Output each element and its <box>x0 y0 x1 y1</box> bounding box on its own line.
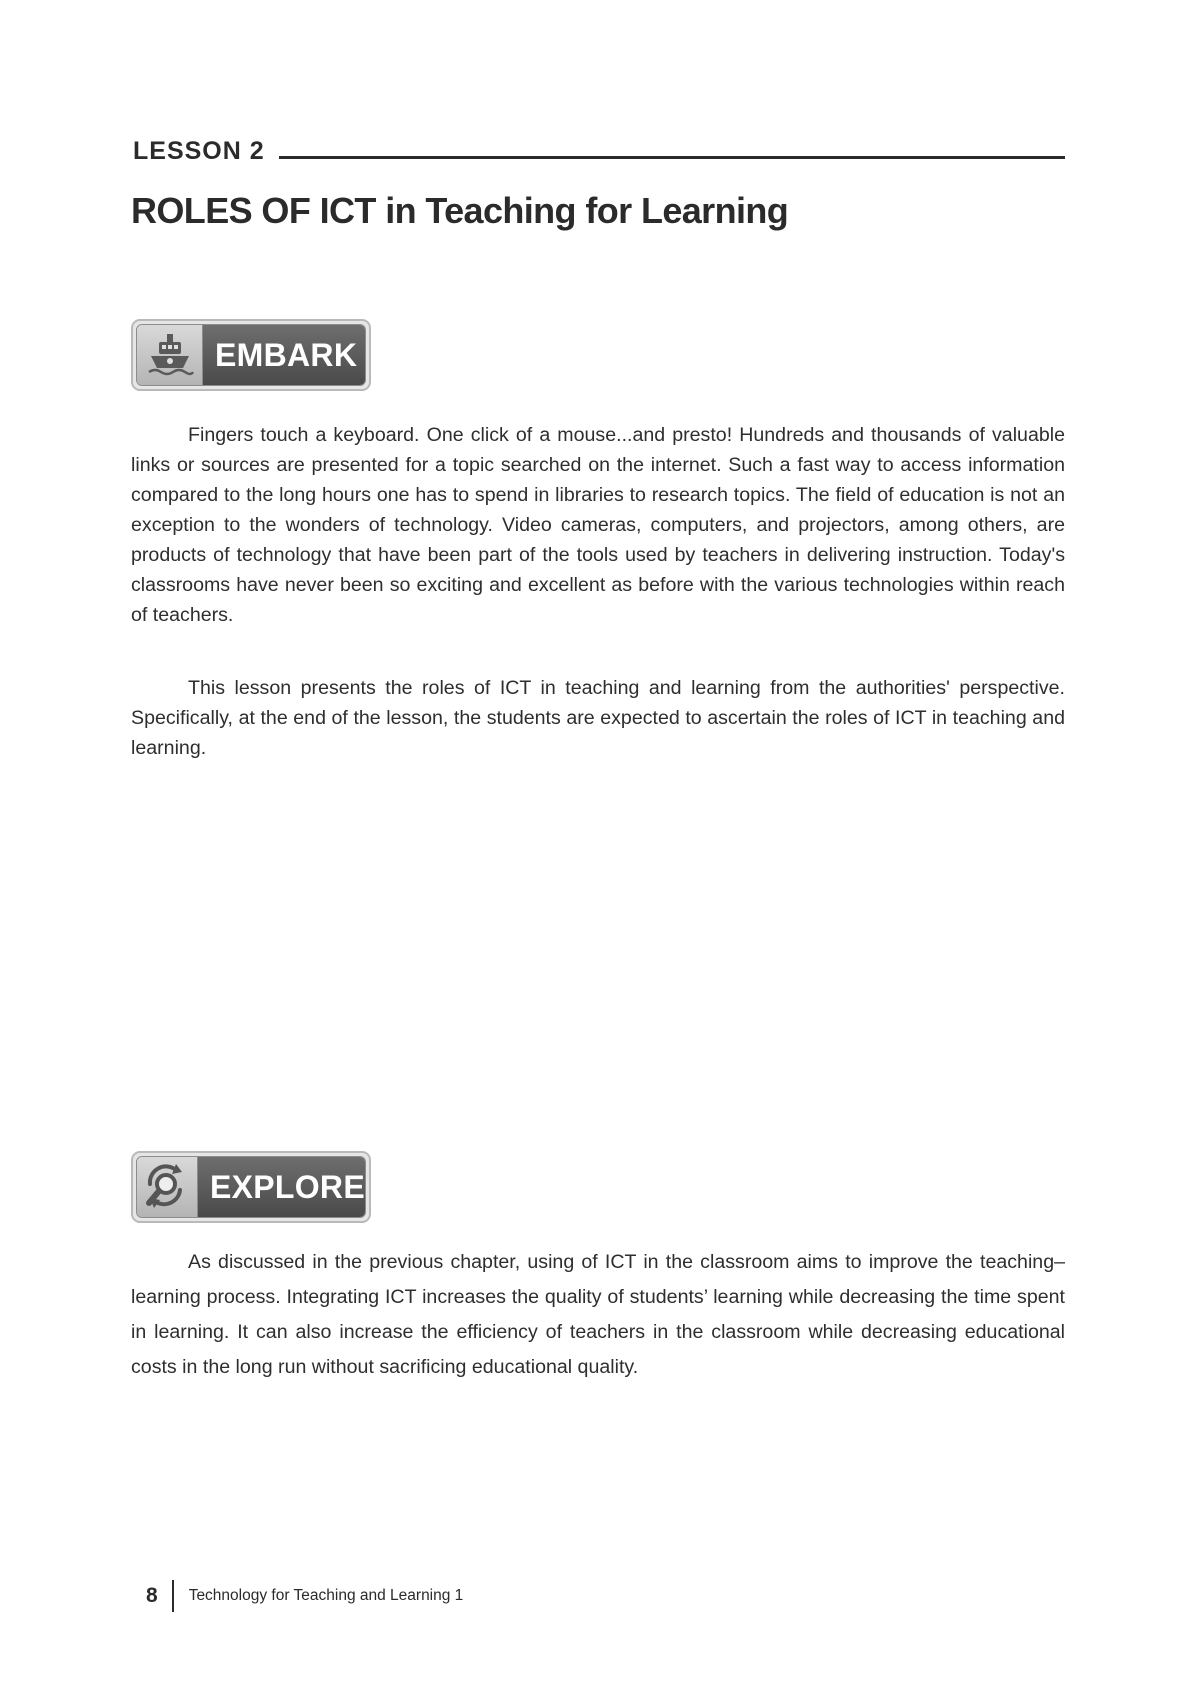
embark-paragraph-1: Fingers touch a keyboard. One click of a mouse...and presto! Hundreds and thousands of valuable links or sources are presented for a topic searched on the internet. Such a fast way to access information compared to the long hours one has to spend in libraries to research topics. The field of education is not an exception to the wonders of technology. Video cameras, computers, and projectors, among others, are products of technology that have been part of the tools used by teachers in delivering instruction. Today's classrooms have never been so exciting and excellent as before with the various technologies within reach of teachers. <box>131 424 1065 626</box>
page-footer <box>146 1578 463 1614</box>
lesson-rule <box>279 156 1065 159</box>
explore-badge <box>131 1151 371 1223</box>
explore-badge-inner <box>136 1156 366 1218</box>
lesson-label: LESSON 2 <box>133 136 265 165</box>
embark-badge-inner <box>136 324 366 386</box>
explore-label: EXPLORE <box>198 1157 365 1217</box>
embark-badge <box>131 319 371 391</box>
lesson-header <box>133 133 1065 169</box>
page-number: 8 <box>146 1584 158 1607</box>
lesson-title: ROLES OF ICT in Teaching for Learning <box>131 190 789 231</box>
book-title: Technology for Teaching and Learning 1 <box>188 1587 464 1604</box>
ship-icon <box>137 325 203 385</box>
embark-paragraph-2: This lesson presents the roles of ICT in teaching and learning from the authorities' perspective. Specifically, at the end of the lesson, the students are expected to ascertain the roles of ICT in teaching and learning. <box>131 677 1065 759</box>
magnifier-icon <box>137 1157 198 1217</box>
embark-label: EMBARK <box>203 325 365 385</box>
footer-divider <box>172 1580 174 1612</box>
explore-paragraph-1: As discussed in the previous chapter, using of ICT in the classroom aims to improve the teaching–learning process. Integrating ICT increases the quality of students’ learning while decreasing the time spent in learning. It can also increase the efficiency of teachers in the classroom while decreasing educational costs in the long run without sacrificing educational quality. <box>131 1251 1065 1378</box>
